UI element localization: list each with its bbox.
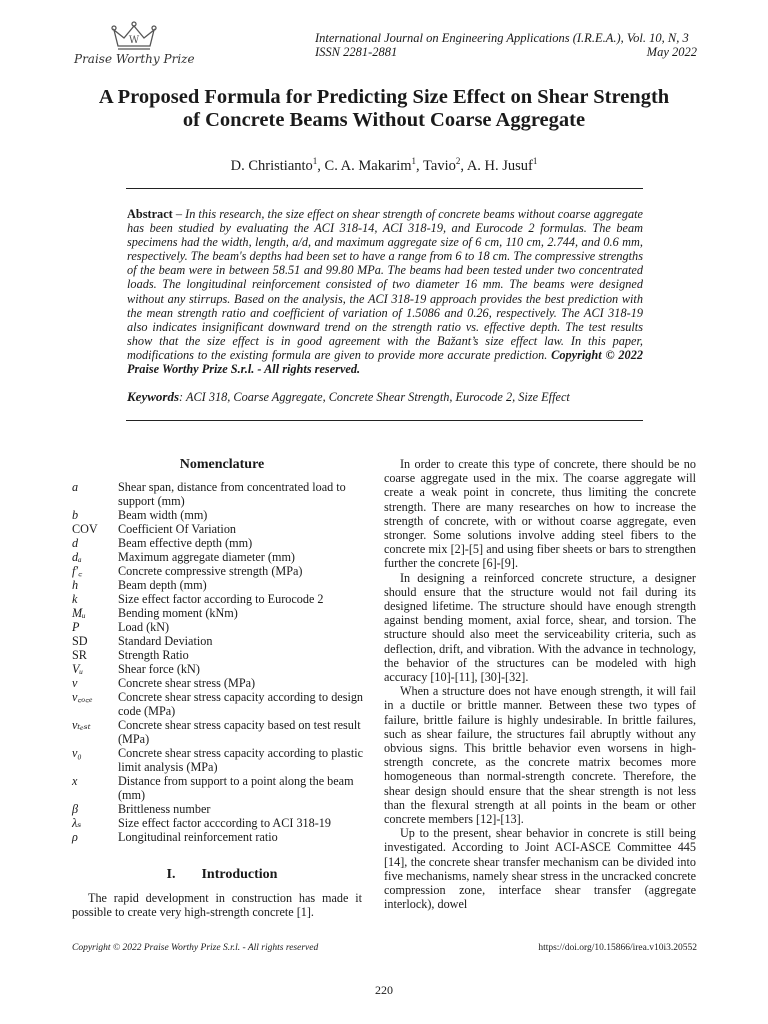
paragraph: Up to the present, shear behavior in concrete is still being investigated. According to Joint ACI-ASCE Committee 445 [14], the concrete shear transfer mechanism can be divided into five mechanisms, namely shear stress in the uncracked concrete compression zone, interface shear transfer (aggregate interlock), dowel [384,826,696,912]
footer-copyright: Copyright © 2022 Praise Worthy Prize S.r.l. - All rights reserved [72,943,319,953]
nomenclature-item [72,620,372,634]
keywords [127,389,643,405]
nomenclature-item [72,648,372,662]
nomenclature-symbol: β [72,802,79,816]
nomenclature-definition: Distance from support to a point along the beam (mm) [118,774,354,802]
nomenclature-symbol: SR [72,648,87,662]
nomenclature-item [72,522,372,536]
nomenclature-definition: Longitudinal reinforcement ratio [118,830,278,844]
nomenclature-definition: Bending moment (kNm) [118,606,238,620]
right-column [384,457,696,912]
paragraph: In order to create this type of concrete, there should be no coarse aggregate used in the mix. The coarse aggregate will create a weak point in concrete, thus limiting the concrete strength. There are many researches on how to increase the strength of concrete, with or without coarse aggregate, even stronger. Some solutions involve adding steel fibers to the concrete mix [2]-[5] and using fiber sheets or bars to strengthen further the concrete [6]-[9]. [384,457,696,571]
crown-icon [74,20,194,54]
paragraph: In designing a reinforced concrete structure, a designer should ensure that the structure would not fail during its designed lifetime. The structure should have enough strength against bending moment, axial force, shear, and torsion. The structure should also meet the serviceability criteria, such as deflection, drift, and vibration. With the advance in technology, the behavior of the structures can be modeled with high accuracy [10]-[11], [30]-[32]. [384,570,696,685]
paper-title [60,86,708,132]
divider [126,188,643,189]
nomenclature-item [72,480,372,508]
nomenclature-item [72,676,372,690]
nomenclature-definition: Brittleness number [118,802,211,816]
nomenclature-symbol: vₜₑₛₜ [72,718,91,732]
nomenclature-symbol: dₐ [72,550,82,564]
nomenclature-item [72,606,372,620]
divider [126,420,643,421]
nomenclature-definition: Concrete shear stress capacity according to design code (MPa) [118,690,364,718]
paragraph: When a structure does not have enough strength, it will fail in a ductile or brittle manner. Between these two types of failure, brittle failure is highly undesirable. In brittle failures, such as shear failure, the structures fail abruptly without any obvious signs. This brittle behavior even worsens in high-strength concrete, as the concrete matrix becomes more homogeneous than normal-strength concrete. Therefore, the shear design should ensure that the shear strength is not less than the flexural strength at all points in the beam or other concrete members [12]-[13]. [384,684,696,827]
nomenclature-item [72,774,372,802]
nomenclature-symbol: v꜀ₒ꜀ₑ [72,690,93,704]
nomenclature-symbol: P [72,620,80,634]
nomenclature-symbol: v [72,676,78,690]
keywords-heading: Keywords [127,389,179,404]
author: C. A. Makarim$^1$, [324,156,424,174]
journal-name: International Journal on Engineering Applications (I.R.E.A.), Vol. 10, N, 3 [315,31,689,45]
nomenclature-symbol: d [72,536,79,550]
nomenclature-definition: Load (kN) [118,620,170,634]
nomenclature-item [72,592,372,606]
nomenclature-item [72,508,372,522]
nomenclature-definition: Coefficient Of Variation [118,522,237,536]
nomenclature-title: Nomenclature [179,457,265,472]
nomenclature-symbol: Vᵤ [72,662,84,676]
nomenclature-definition: Size effect factor according to Eurocode 2 [118,592,324,606]
nomenclature-symbol: SD [72,634,88,648]
abstract [127,207,643,376]
nomenclature-item [72,802,372,816]
nomenclature-item [72,578,372,592]
nomenclature-symbol: f′꜀ [72,564,83,578]
title-line-2: of Concrete Beams Without Coarse Aggregate [182,109,586,131]
abstract-heading: Abstract [127,207,173,221]
publisher-logo [74,20,194,68]
section-title: Introduction [201,867,278,882]
journal-info [315,31,697,59]
logo-text: Praise Worthy Prize [74,52,195,66]
issn: ISSN 2281-2881 [315,45,398,59]
nomenclature-item [72,564,372,578]
nomenclature-definition: Concrete shear stress capacity based on test result (MPa) [118,718,361,746]
author-list [60,156,708,175]
nomenclature-definition: Concrete compressive strength (MPa) [118,564,303,578]
nomenclature-definition: Shear span, distance from concentrated load to support (mm) [118,480,346,508]
nomenclature-definition: Size effect factor acccording to ACI 318-19 [118,816,331,830]
nomenclature-definition: Beam depth (mm) [118,578,207,592]
author: Tavio$^2$, [423,156,467,174]
nomenclature-symbol: λₛ [72,816,82,830]
page-number: 220 [375,983,393,997]
nomenclature-symbol: v₀ [72,746,82,760]
nomenclature-definition: Maximum aggregate diameter (mm) [118,550,295,564]
nomenclature-item [72,718,372,746]
svg-text:W: W [128,35,140,46]
nomenclature-list [72,480,372,844]
section-number: I. [166,867,176,882]
nomenclature-symbol: h [72,578,79,592]
nomenclature-symbol: COV [72,522,98,536]
nomenclature-item [72,634,372,648]
title-line-1: A Proposed Formula for Predicting Size Effect on Shear Strength [98,86,670,108]
nomenclature-item [72,690,372,718]
nomenclature-symbol: k [72,592,78,606]
nomenclature-symbol: Mᵤ [72,606,86,620]
nomenclature-symbol: a [72,480,79,494]
nomenclature-item [72,746,372,774]
intro-paragraph: The rapid development in construction has made it possible to create very high-strength concrete [1]. [72,891,362,920]
nomenclature-item [72,830,372,844]
issue-date: May 2022 [646,45,697,59]
nomenclature-definition: Concrete shear stress (MPa) [118,676,256,690]
nomenclature-item [72,662,372,676]
nomenclature-definition: Beam effective depth (mm) [118,536,253,550]
author: A. H. Jusuf$^1$ [466,156,538,174]
nomenclature-item [72,550,372,564]
author: D. Christianto$^1$, [230,156,325,174]
keywords-text: : ACI 318, Coarse Aggregate, Concrete Shear Strength, Eurocode 2, Size Effect [179,390,570,404]
nomenclature-item [72,816,372,830]
abstract-body: In this research, the size effect on shear strength of concrete beams without coarse aggregate has been studied by evaluating the ACI 318-14, ACI 318-19, and Eurocode 2 formulas. The beam specimens had the width, length, a/d, and maximum aggregate size of 6 cm, 110 cm, 2.744, and 0.6 mm, respectively. The beam's depths had been set to have a range from 6 to 18 cm. The compressive strengths of the beam were in between 58.51 and 99.80 MPa. The beams had been tested under two concentrated loads. The longitudinal reinforcement consisted of two diameter 16 mm. The beams were designed without any stirrups. Based on the analysis, the ACI 318-19 approach provides the best prediction with the mean strength ratio and coefficient of variation of 1.5086 and 0.26, respectively. The ACI 318-19 also indicates insignificant downward trend on the strength ratio vs. effective depth. The test results show that the size effect is in good agreement with the Bažant’s size effect law. In this paper, modifications to the existing formula are given to provide more accurate prediction. [127,207,644,362]
nomenclature-definition: Shear force (kN) [118,662,200,676]
abstract-dash: – [172,207,186,221]
nomenclature-definition: Strength Ratio [118,648,189,662]
nomenclature-symbol: b [72,508,79,522]
section-heading [72,867,372,883]
nomenclature-definition: Beam width (mm) [118,508,208,522]
nomenclature-symbol: x [72,774,78,788]
nomenclature-definition: Concrete shear stress capacity according to plastic limit analysis (MPa) [118,746,364,774]
abstract-copyright: Copyright © 2022 Praise Worthy Prize S.r.l. - All rights reserved. [127,347,643,377]
nomenclature-definition: Standard Deviation [118,634,213,648]
nomenclature-item [72,536,372,550]
doi-link[interactable]: https://doi.org/10.15866/irea.v10i3.20552 [538,943,697,953]
nomenclature-symbol: ρ [72,830,78,844]
